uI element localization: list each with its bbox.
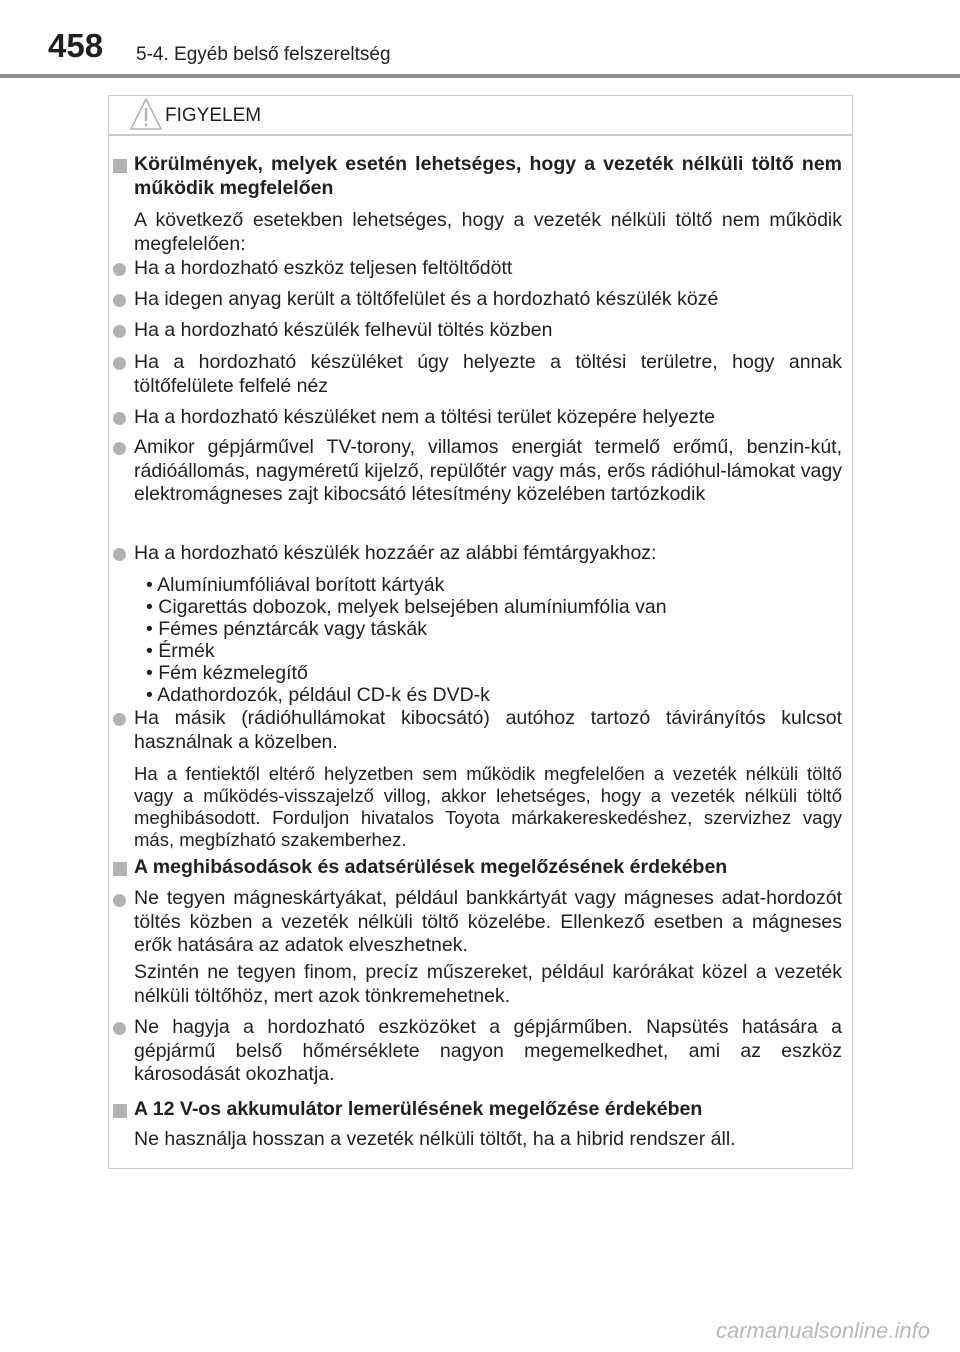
section-heading: A 12 V-os akkumulátor lemerülésének megelőzése érdekében (134, 1098, 703, 1120)
metal-item: • Fém kézmelegítő (146, 662, 308, 684)
section-marker (113, 862, 127, 876)
list-item: Ha másik (rádióhullámokat kibocsátó) autóhoz tartozó távirányítós kulcsot használnak a közelben. (134, 707, 842, 753)
list-item: Ne hagyja a hordozható eszközöket a gépjárműben. Napsütés hatására a gépjármű belső hőmérséklete nagyon megemelkedhet, ami az eszköz károsodását okozhatja. (134, 1016, 842, 1085)
section-intro: A következő esetekben lehetséges, hogy a vezeték nélküli töltő nem működik megfelelően: (134, 209, 842, 255)
bullet-dot (113, 1022, 126, 1035)
metal-item: • Cigarettás dobozok, melyek belsejében alumíniumfólia van (146, 596, 667, 618)
list-item: Amikor gépjárművel TV-torony, villamos energiát termelő erőmű, benzin-kút, rádióállomás, nagyméretű kijelző, repülőtér vagy más, erős rádióhul-lámokat vagy elektromágneses zajt kibocsátó létesítmény közelében tartózkodik (134, 436, 842, 505)
section-marker (113, 1104, 127, 1118)
metal-item: • Érmék (146, 640, 215, 662)
list-item: Ha a hordozható készüléket úgy helyezte a töltési területre, hogy annak töltőfelülete felfelé néz (134, 351, 842, 397)
list-item-continuation: Szintén ne tegyen finom, precíz műszereket, például karórákat közel a vezeték nélküli töltőhöz, mert azok tönkremehetnek. (134, 961, 842, 1007)
section-title: 5-4. Egyéb belső felszereltség (136, 44, 391, 65)
section-body: Ne használja hosszan a vezeték nélküli töltőt, ha a hibrid rendszer áll. (134, 1128, 736, 1150)
bullet-dot (113, 713, 126, 726)
notice-header (109, 96, 852, 134)
bullet-dot (113, 548, 126, 561)
notice-label: FIGYELEM (165, 105, 262, 126)
bullet-dot (113, 294, 126, 307)
bullet-dot (113, 412, 126, 425)
list-item: Ha a hordozható készülék felhevül töltés közben (134, 319, 553, 341)
section-marker (113, 159, 127, 173)
list-item: Ha a hordozható készüléket nem a töltési terület közepére helyezte (134, 406, 716, 428)
metal-list (146, 574, 667, 706)
bullet-dot (113, 894, 126, 907)
metal-item: • Fémes pénztárcák vagy táskák (146, 618, 428, 640)
section-closing: Ha a fentiektől eltérő helyzetben sem működik megfelelően a vezeték nélküli töltő vagy a működés-visszajelző villog, akkor lehetséges, hogy a vezeték nélküli töltő meghibásodott. Forduljon hivatalos Toyota márkakereskedéshez, szervizhez vagy más, megbízható szakemberhez. (134, 763, 842, 850)
warning-triangle-icon (129, 96, 163, 132)
notice-header-divider (109, 134, 852, 136)
bullet-dot (113, 263, 126, 276)
bullet-dot (113, 357, 126, 370)
list-item: Ha a hordozható készülék hozzáér az alábbi fémtárgyakhoz: (134, 542, 657, 564)
page-header (0, 0, 960, 80)
section-heading: Körülmények, melyek esetén lehetséges, hogy a vezeték nélküli töltő nem működik megfelelően (134, 153, 842, 199)
notice-box (108, 95, 853, 1169)
metal-item: • Alumíniumfóliával borított kártyák (146, 574, 445, 596)
section-heading: A meghibásodások és adatsérülések megelőzésének érdekében (134, 856, 728, 878)
page-number: 458 (48, 27, 104, 64)
metal-item: • Adathordozók, például CD-k és DVD-k (146, 684, 490, 706)
header-divider (0, 74, 960, 78)
bullet-dot (113, 442, 126, 455)
list-item: Ne tegyen mágneskártyákat, például bankkártyát vagy mágneses adat-hordozót töltés közben a vezeték nélküli töltő közelébe. Ellenkező esetben a mágneses erők hatására az adatok elveszhetnek. (134, 887, 842, 956)
bullet-dot (113, 325, 126, 338)
footer-brand: carmanualsonline.info (715, 1318, 930, 1343)
list-item: Ha idegen anyag került a töltőfelület és a hordozható készülék közé (134, 288, 719, 310)
list-item: Ha a hordozható eszköz teljesen feltöltődött (134, 257, 513, 279)
